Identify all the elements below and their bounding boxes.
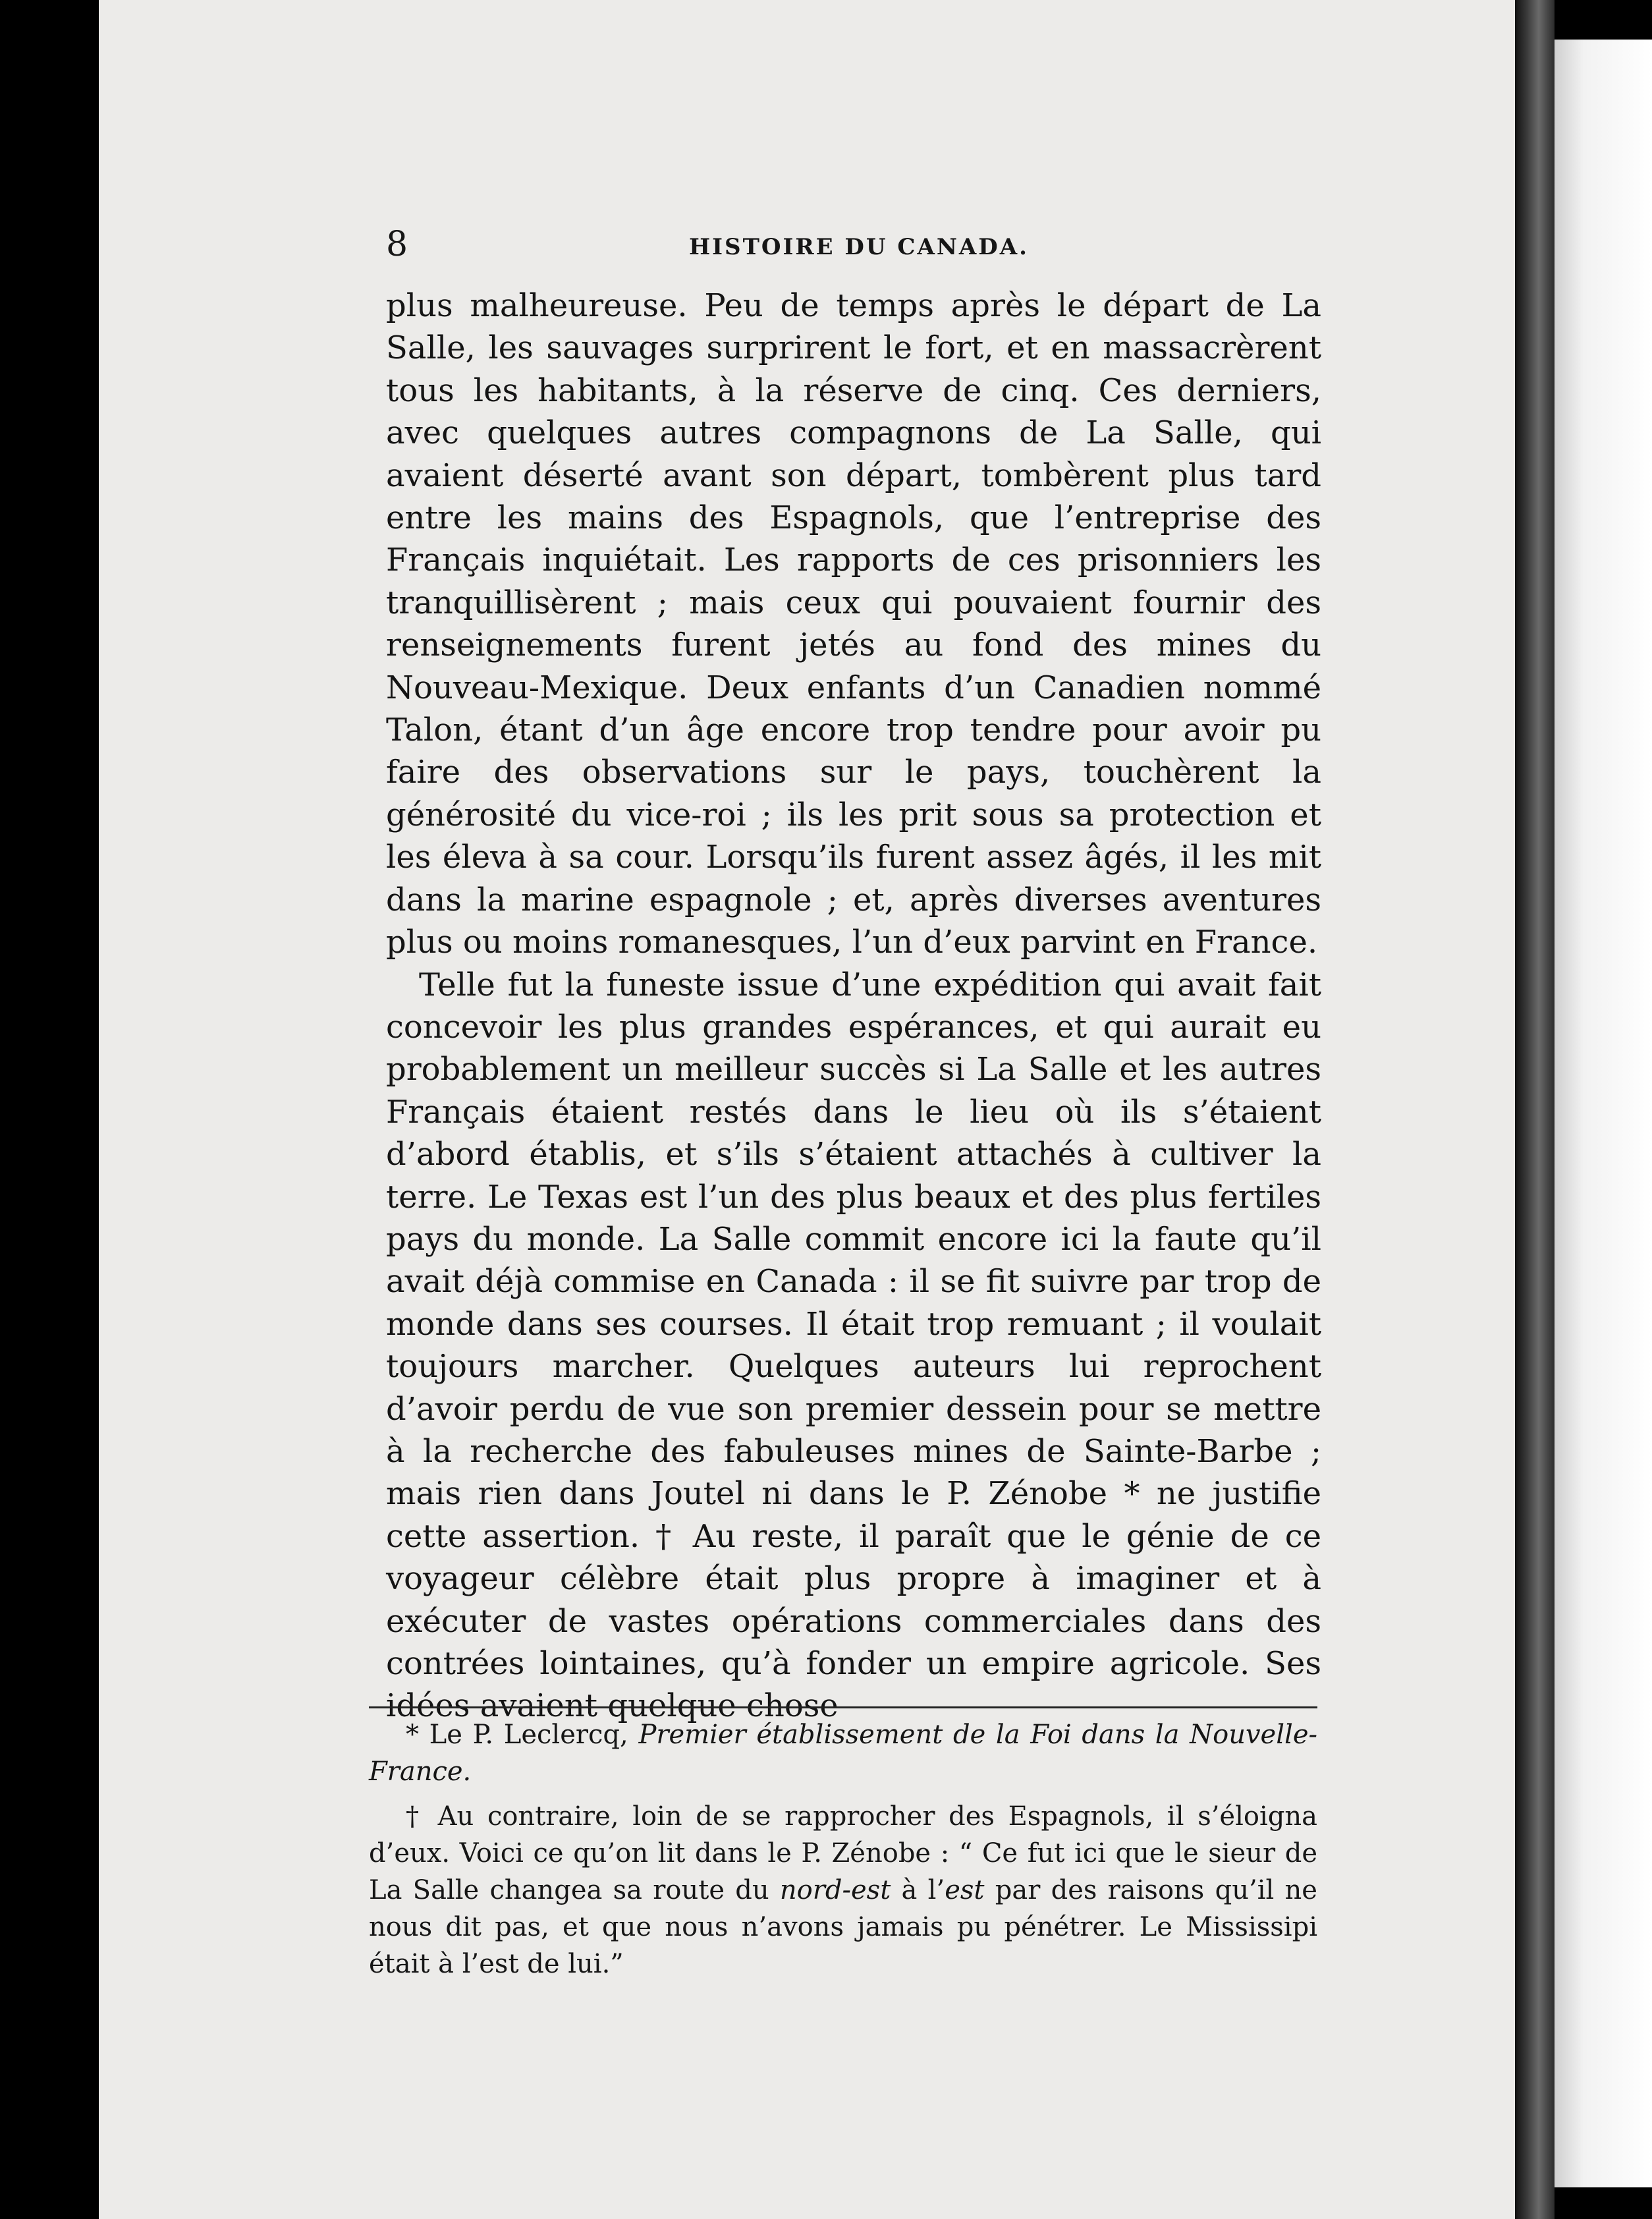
footnote-dagger-italic-northeast: nord-est	[779, 1875, 891, 1905]
footnote-dagger-italic-east: est	[945, 1875, 985, 1905]
footnote-asterisk-text: * Le P. Leclercq,	[406, 1720, 639, 1750]
footnote-dagger-text-c: par des raisons qu’il ne nous dit pas, et que nous n’avons jamais pu pénétrer. Le Mississipi était à l’est de lui.”	[369, 1875, 1317, 1979]
main-text	[386, 285, 1321, 1727]
footnote-rule	[369, 1706, 1317, 1708]
book-spine-shadow	[1515, 0, 1555, 2219]
footnote-dagger-marker: †	[406, 1801, 438, 1832]
footnote-asterisk	[369, 1716, 1317, 1790]
footnotes	[369, 1716, 1317, 1982]
running-title: HISTOIRE DU CANADA.	[689, 234, 1029, 260]
footnote-dagger-text-b: à l’	[891, 1875, 945, 1905]
footnote-asterisk-title: Premier établissement de la Foi dans la Nouvelle-France.	[369, 1720, 1318, 1787]
paragraph-continued: plus malheureuse. Peu de temps après le départ de La Salle, les sauvages surprirent le fort, et en massacrèrent tous les habitants, à la réserve de cinq. Ces derniers, avec quelques autres compagnons de La Salle, qui avaient déserté avant son départ, tombèrent plus tard entre les mains des Espagnols, que l’entreprise des Français inquiétait. Les rapports de ces prisonniers les tranquillisèrent ; mais ceux qui pouvaient fournir des renseignements furent jetés au fond des mines du Nouveau-Mexique. Deux enfants d’un Canadien nommé Talon, étant d’un âge encore trop tendre pour avoir pu faire des observations sur le pays, touchèrent la générosité du vice-roi ; ils les prit sous sa protection et les éleva à sa cour. Lorsqu’ils furent assez âgés, il les mit dans la marine espagnole ; et, après diverses aventures plus ou moins romanesques, l’un d’eux parvint en France.	[386, 287, 1321, 961]
facing-page-edge	[1555, 40, 1652, 2187]
paragraph-expedition: Telle fut la funeste issue d’une expédition qui avait fait concevoir les plus grandes espérances, et qui aurait eu probablement un meilleur succès si La Salle et les autres Français étaient restés dans le lieu où ils s’étaient d’abord établis, et s’ils s’étaient attachés à cultiver la terre. Le Texas est l’un des plus beaux et des plus fertiles pays du monde. La Salle commit encore ici la faute qu’il avait déjà commise en Canada : il se fit suivre par trop de monde dans ses courses. Il était trop remuant ; il voulait toujours marcher. Quelques auteurs lui reprochent d’avoir perdu de vue son premier dessein pour se mettre à la recherche des fabuleuses mines de Sainte-Barbe ; mais rien dans Joutel ni dans le P. Zénobe * ne justifie cette assertion. † Au reste, il paraît que le génie de ce voyageur célèbre était plus propre à imaginer et à exécuter de vastes opérations commerciales dans des contrées lointaines, qu’à fonder un empire agricole. Ses idées avaient quelque chose	[386, 966, 1321, 1725]
running-header	[386, 221, 1308, 267]
footnote-dagger-text-a: Au contraire, loin de se rapprocher des Espagnols, il s’éloigna d’eux. Voici ce qu’on lit dans le P. Zénobe : “ Ce fut ici que le sieur de La Salle changea sa route du	[369, 1801, 1317, 1905]
page-number: 8	[386, 225, 408, 264]
footnote-dagger	[369, 1798, 1317, 1982]
